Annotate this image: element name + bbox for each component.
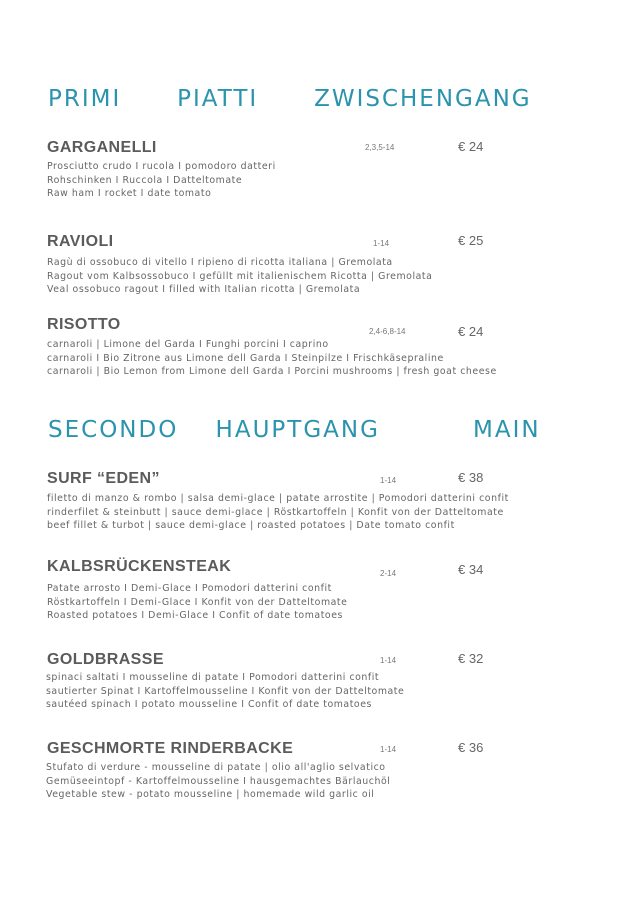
dish-name: GARGANELLI <box>47 139 157 156</box>
description-line-de: Röstkartoffeln I Demi-Glace I Konfit von der Datteltomate <box>47 596 348 608</box>
dish-allergens: 1-14 <box>380 745 397 754</box>
dish-allergens: 1-14 <box>373 239 390 248</box>
dish-name: RISOTTO <box>47 316 121 333</box>
section-title-secondo: SECONDO HAUPTGANG MAIN <box>48 417 541 443</box>
description-line-en: sautéed spinach I potato mousseline I Confit of date tomatoes <box>46 699 372 711</box>
description-line-it: Patate arrosto I Demi-Glace I Pomodori datterini confit <box>47 583 332 594</box>
dish-price: € 25 <box>458 233 484 248</box>
dish-description <box>46 671 404 712</box>
dish-name: SURF “EDEN” <box>47 470 160 487</box>
dish-name: GOLDBRASSE <box>47 651 164 668</box>
description-line-de: Ragout vom Kalbsossobuco I gefüllt mit italienischem Ricotta | Gremolata <box>47 270 433 282</box>
dish-allergens: 1-14 <box>380 476 397 485</box>
dish-allergens: 2,4-6,8-14 <box>369 327 406 336</box>
description-line-it: Stufato di verdure - mousseline di patate | olio all'aglio selvatico <box>46 762 386 773</box>
dish-allergens: 2,3,5-14 <box>365 143 395 152</box>
description-line-en: Veal ossobuco ragout I filled with Italian ricotta | Gremolata <box>47 284 361 296</box>
description-line-it: Ragù di ossobuco di vitello I ripieno di ricotta italiana | Gremolata <box>47 257 393 268</box>
description-line-en: Vegetable stew - potato mousseline | homemade wild garlic oil <box>46 789 375 801</box>
description-line-en: Roasted potatoes I Demi-Glace I Confit of date tomatoes <box>47 610 343 622</box>
section-title-primi: PRIMI PIATTI ZWISCHENGANG <box>48 86 532 112</box>
description-line-de: Gemüseeintopf - Kartoffelmousseline I hausgemachtes Bärlauchöl <box>46 775 391 787</box>
description-line-it: filetto di manzo & rombo | salsa demi-glace | patate arrostite | Pomodori datterini confit <box>47 493 509 504</box>
description-line-de: Rohschinken I Ruccola I Datteltomate <box>47 174 243 186</box>
dish-price: € 24 <box>458 324 484 339</box>
dish-name: KALBSRÜCKENSTEAK <box>47 558 232 575</box>
description-line-en: beef fillet & turbot | sauce demi-glace | roasted potatoes | Date tomato confit <box>47 520 455 532</box>
description-line-en: Raw ham I rocket I date tomato <box>47 188 212 200</box>
dish-description <box>47 338 497 379</box>
dish-allergens: 2-14 <box>380 569 397 578</box>
description-line-de: sautierter Spinat I Kartoffelmousseline I Konfit von der Datteltomate <box>46 685 405 697</box>
dish-name: RAVIOLI <box>47 233 114 250</box>
description-line-de: rinderfilet & steinbutt | sauce demi-glace | Röstkartoffeln | Konfit von der Datteltomate <box>47 506 504 518</box>
dish-price: € 36 <box>458 740 484 755</box>
dish-description <box>47 582 347 623</box>
dish-description <box>47 256 432 297</box>
dish-price: € 38 <box>458 470 484 485</box>
dish-allergens: 1-14 <box>380 656 397 665</box>
dish-description <box>47 160 276 201</box>
dish-description <box>47 492 509 533</box>
dish-name: GESCHMORTE RINDERBACKE <box>47 740 294 757</box>
dish-price: € 32 <box>458 651 484 666</box>
dish-description <box>46 761 390 802</box>
description-line-it: Prosciutto crudo I rucola I pomodoro datteri <box>47 161 276 172</box>
description-line-en: carnaroli | Bio Lemon from Limone dell Garda I Porcini mushrooms | fresh goat cheese <box>47 366 497 378</box>
description-line-de: carnaroli I Bio Zitrone aus Limone dell Garda I Steinpilze I Frischkäsepraline <box>47 352 444 364</box>
dish-price: € 24 <box>458 139 484 154</box>
description-line-it: carnaroli | Limone del Garda I Funghi porcini I caprino <box>47 339 329 350</box>
dish-price: € 34 <box>458 562 484 577</box>
description-line-it: spinaci saltati I mousseline di patate I Pomodori datterini confit <box>46 672 380 683</box>
